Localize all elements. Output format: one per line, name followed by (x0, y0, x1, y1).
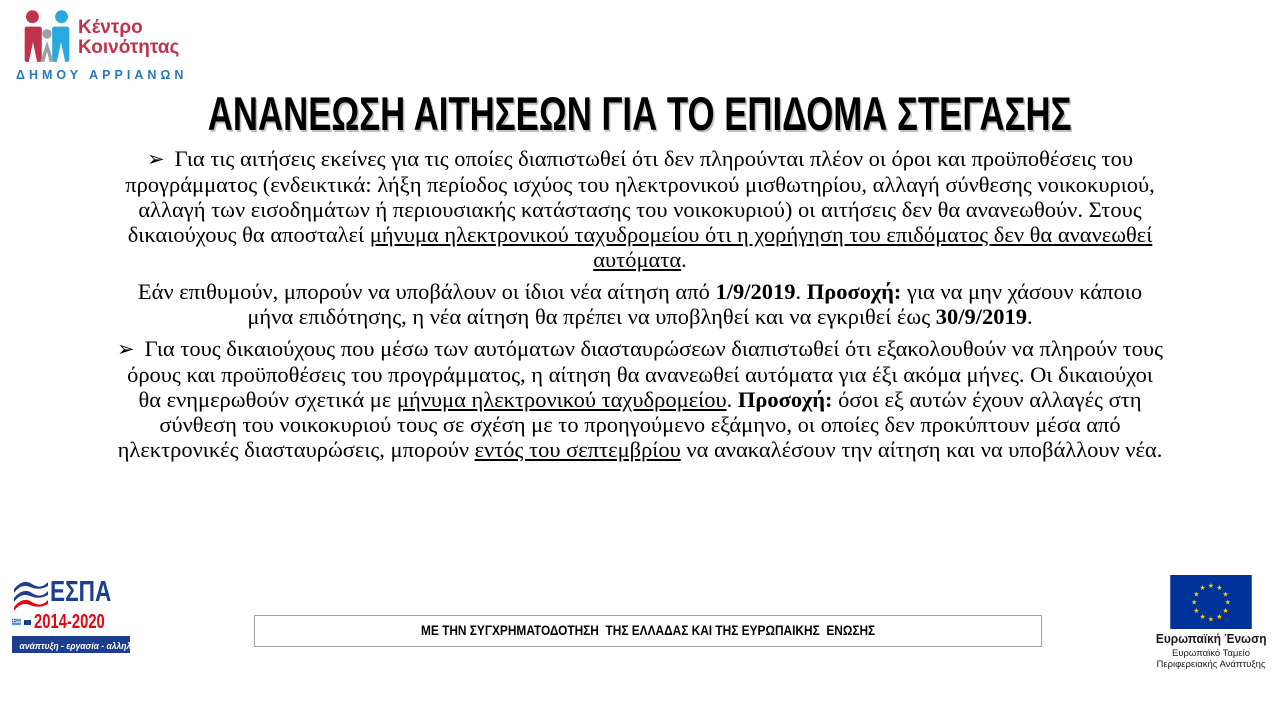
svg-text:★: ★ (1193, 590, 1200, 599)
text-segment: εντός του σεπτεμβρίου (474, 437, 681, 462)
svg-text:★: ★ (1199, 584, 1206, 593)
org-name (78, 18, 179, 58)
text-segment: Για τις αιτήσεις εκείνες για τις οποίες διαπιστωθεί ότι δεν πληρούνται πλέον οι όροι και προϋποθέσεις του προγράμματος (ενδεικτικά: λήξη περίοδος ισχύος του ηλεκτρονικού μισθωτηρίου, αλλαγή σύνθεσης νοικοκυριού, αλλαγή των εισοδημάτων ή περιουσιακής κατάστασης του νοικοκυριού) οι αιτήσεις δεν θα ανανεωθούν. Στους δικαιούχους θα αποσταλεί (125, 146, 1155, 247)
eu-title: Ευρωπαϊκή Ένωση (1155, 632, 1267, 646)
text-segment: Εάν επιθυμούν, μπορούν να υποβάλουν οι ίδιοι νέα αίτηση από (137, 279, 716, 304)
paragraphs (115, 146, 1165, 469)
org-subtitle: ΔΗΜΟΥ ΑΡΡΙΑΝΩΝ (16, 68, 188, 82)
paragraph (115, 336, 1165, 462)
espa-period: 2014-2020 (34, 610, 106, 633)
eu-flag-icon (1170, 575, 1252, 629)
svg-text:★: ★ (1216, 613, 1223, 622)
svg-text:★: ★ (1190, 598, 1198, 607)
svg-text:★: ★ (1199, 613, 1206, 622)
eu-mini-flag-icon (24, 617, 31, 628)
svg-text:★: ★ (1216, 584, 1223, 593)
page-title: ΑΝΑΝΕΩΣΗ ΑΙΤΗΣΕΩΝ ΓΙΑ ΤΟ ΕΠΙΔΟΜΑ ΣΤΕΓΑΣΗΣ (208, 87, 1072, 140)
svg-text:★: ★ (1207, 615, 1215, 624)
text-segment: Για τους δικαιούχους που μέσω των αυτόματων διασταυρώσεων διαπιστωθεί ότι εξακολουθούν να πληρούν τους όρους και προϋποθέσεις του προγράμματος, η αίτηση θα ανανεωθεί αυτόματα για έξι ακόμα μήνες. Οι δικαιούχοι θα ενημερωθούν σχετικά με (127, 336, 1163, 412)
espa-logo (12, 576, 156, 653)
espa-motto-banner (12, 636, 156, 653)
text-segment: όσοι εξ αυτών έχουν αλλαγές στη σύνθεση του νοικοκυριού τους σε σχέση με το προηγούμενο εξάμηνο, οι οποίες δεν προκύπτουν μέσα από ηλεκτρονικές διασταυρώσεις, μπορούν (117, 387, 1142, 462)
text-segment: Προσοχή: (737, 387, 833, 412)
text-segment: για να μην χάσουν κάποιο μήνα επιδότησης, η νέα αίτηση θα πρέπει να υποβληθεί και να εγκριθεί έως (247, 279, 1143, 329)
cofinance-text: ΜΕ ΤΗΝ ΣΥΓΧΡΗΜΑΤΟΔΟΤΗΣΗ ΤΗΣ ΕΛΛΑΔΑΣ ΚΑΙ ΤΗΣ ΕΥΡΩΠΑΙΚΗΣ ΕΝΩΣΗΣ (420, 623, 876, 638)
svg-text:★: ★ (1193, 607, 1200, 616)
family-figures-icon (24, 10, 70, 64)
svg-text:★: ★ (1222, 607, 1229, 616)
espa-motto: ανάπτυξη - εργασία - αλληλεγγύη (19, 641, 156, 652)
eu-fund-line2: Περιφερειακής Ανάπτυξης (1156, 659, 1266, 670)
espa-waves-icon (12, 577, 50, 611)
text-segment: να ανακαλέσουν την αίτηση και να υποβάλλουν νέα. (680, 437, 1163, 462)
svg-text:★: ★ (1222, 590, 1229, 599)
text-segment: . (681, 247, 687, 272)
bullet-arrow-icon: ➢ (117, 337, 135, 361)
paragraph (115, 279, 1165, 329)
text-segment: 30/9/2019 (935, 304, 1027, 329)
svg-text:★: ★ (1224, 598, 1232, 607)
cofinance-box (254, 615, 1042, 647)
text-segment: . (726, 387, 738, 412)
eu-block (1146, 575, 1276, 670)
paragraph (115, 146, 1165, 272)
eu-fund-line1: Ευρωπαϊκό Ταμείο (1172, 648, 1250, 659)
text-segment: μήνυμα ηλεκτρονικού ταχυδρομείου ότι η χορήγηση του επιδόματος δεν θα ανανεωθεί αυτόματα (369, 222, 1153, 272)
org-name-line1: Κέντρο (78, 17, 143, 38)
text-segment: Προσοχή: (806, 279, 902, 304)
text-segment: 1/9/2019 (715, 279, 796, 304)
text-segment: . (795, 279, 807, 304)
greek-flag-icon (12, 615, 21, 629)
bullet-arrow-icon: ➢ (147, 147, 165, 171)
text-segment: . (1027, 304, 1033, 329)
text-segment: μήνυμα ηλεκτρονικού ταχυδρομείου (396, 387, 727, 412)
espa-name: ΕΣΠΑ (50, 576, 112, 608)
org-name-line2: Κοινότητας (78, 37, 180, 58)
svg-text:★: ★ (1207, 581, 1215, 590)
community-center-logo (16, 10, 206, 82)
